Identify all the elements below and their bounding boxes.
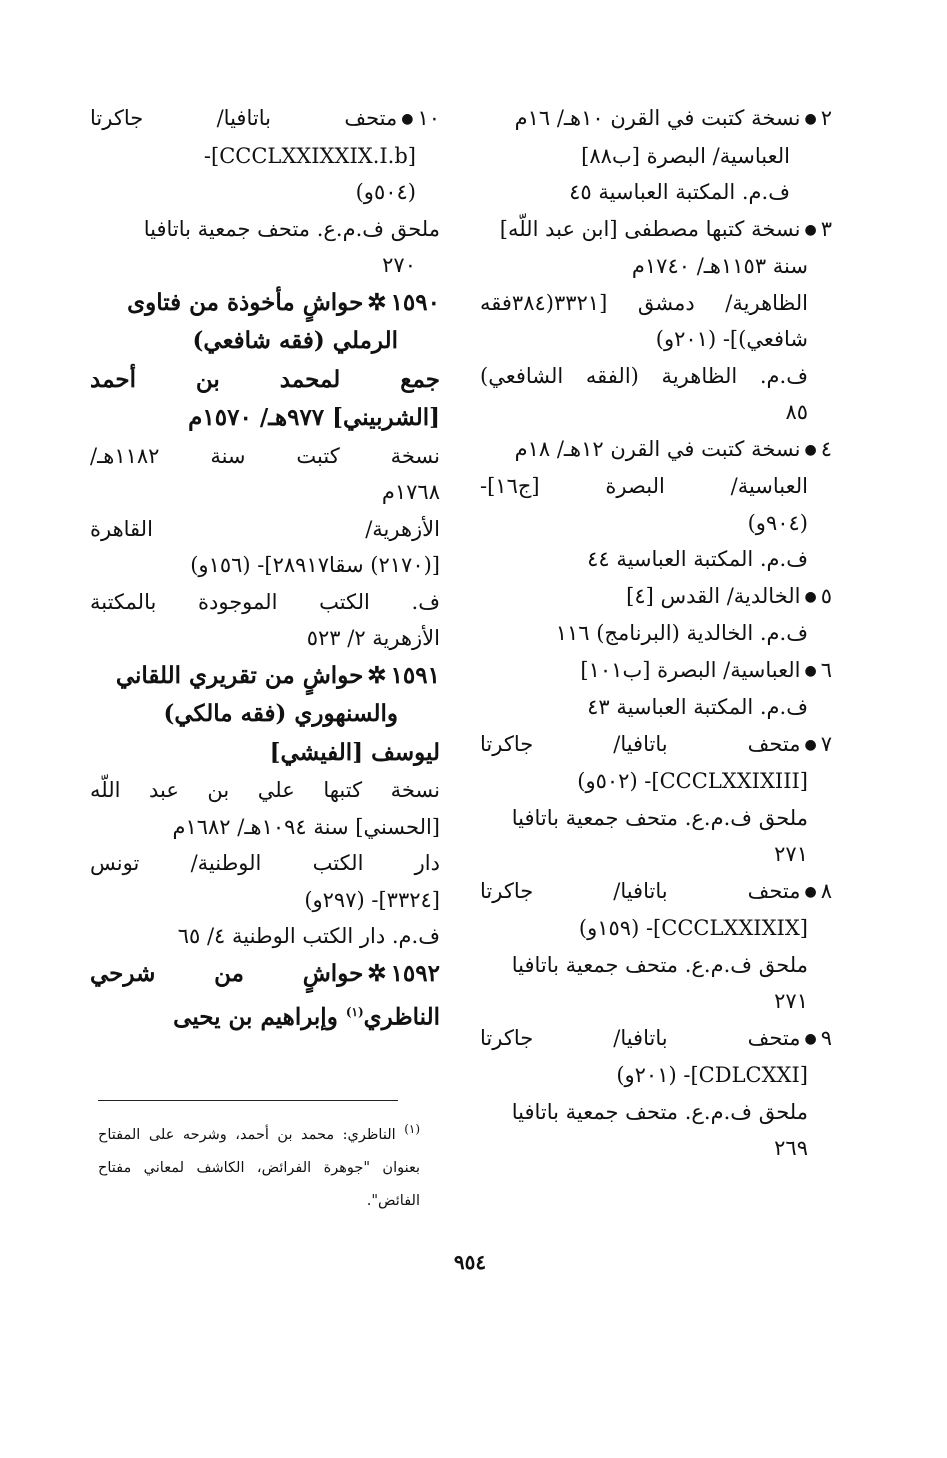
copy-entry [480, 431, 832, 578]
copy-line: متحف باتافيا/ جاكرتا [480, 878, 801, 903]
copy-entry [480, 652, 832, 726]
copy-line: نسخة كتبت سنة ١١٨٢هـ/ [90, 443, 440, 468]
copy-line: ٢٦٩ [774, 1136, 808, 1160]
bullet-icon: ● [804, 588, 817, 605]
copy-line: [CCCLXXIXIII]- (٥٠٢و) [577, 769, 808, 793]
copy-line: (٩٠٤و) [747, 510, 808, 535]
copy-line: [CCCLXXIXXIX.I.b]- [203, 143, 416, 168]
copy-number: ٥ [820, 583, 832, 608]
entry-title: الناظري [363, 1003, 440, 1031]
copy-line: [(٢١٧٠) سقا٢٨٩١٧]- (١٥٦و) [190, 553, 440, 577]
copy-line: دار الكتب الوطنية/ تونس [90, 851, 440, 875]
copy-line: متحف باتافيا/ جاكرتا [480, 731, 801, 756]
entry-1590 [90, 284, 440, 657]
copy-line: ١٧٦٨م [381, 480, 440, 504]
copy-entry [480, 578, 832, 652]
copy-line: ملحق ف.م.ع. متحف جمعية باتافيا [511, 805, 808, 830]
entry-heading [90, 284, 440, 323]
copy-line: الأزهرية ٢/ ٥٢٣ [306, 626, 440, 650]
copy-line: الأزهرية/ القاهرة [90, 516, 440, 541]
copy-line: ف.م. المكتبة العباسية ٤٥ [569, 180, 790, 204]
star-icon: ✲ [367, 959, 387, 987]
copy-line: [CCCLXXIXIX]- (١٥٩و) [578, 916, 808, 940]
entry-title: الرملي (فقه شافعي) [192, 327, 398, 354]
copy-line: نسخة كتبها مصطفى [ابن عبد اللّه] [499, 216, 801, 241]
copy-line: العباسية/ البصرة [ج١٦]- [480, 474, 808, 498]
copy-entry [90, 100, 440, 284]
copy-number: ١٠ [417, 106, 440, 130]
entry-author: ليوسف [الفيشي] [269, 738, 440, 766]
copy-line: ملحق ف.م.ع. متحف جمعية باتافيا [143, 216, 440, 241]
copy-number: ٦ [820, 657, 832, 682]
bullet-icon: ● [401, 111, 414, 127]
entry-author: جمع لمحمد بن أحمد [90, 365, 440, 393]
entry-title: حواشٍ مأخوذة من فتاوى [127, 288, 364, 316]
copy-line: العباسية/ البصرة [ب٨٨] [581, 143, 790, 168]
copy-line: (٥٠٤و) [355, 180, 416, 204]
entry-number: ١٥٩١ [390, 661, 440, 689]
bullet-icon: ● [804, 883, 817, 900]
copy-line: ٢٧١ [774, 842, 808, 866]
copy-line: ملحق ف.م.ع. متحف جمعية باتافيا [511, 952, 808, 977]
footnote [98, 1113, 420, 1218]
bullet-icon: ● [804, 111, 817, 127]
entry-number: ١٥٩٢ [390, 959, 440, 987]
copy-line: سنة ١١٥٣هـ/ ١٧٤٠م [631, 254, 808, 278]
copy-entry [480, 726, 832, 873]
entry-title: والسنهوري (فقه مالكي) [163, 700, 398, 727]
copy-line: متحف باتافيا/ جاكرتا [480, 1025, 801, 1050]
copy-number: ٧ [820, 731, 832, 756]
copy-line: ف.م. الظاهرية (الفقه الشافعي) [480, 363, 808, 388]
footnote-text: الناظري: محمد بن أحمد، وشرحه على المفتاح بعنوان "جوهرة الفرائض، الكاشف لمعاني مفتاح الفائض". [98, 1126, 420, 1209]
bullet-icon: ● [804, 662, 817, 679]
left-column [90, 100, 440, 1037]
copy-line: [الحسني] سنة ١٠٩٤هـ/ ١٦٨٢م [172, 814, 440, 839]
copy-line: ملحق ف.م.ع. متحف جمعية باتافيا [511, 1099, 808, 1124]
copy-entry [480, 1020, 832, 1167]
copy-entry [480, 211, 832, 431]
footnote-reference: (١) [345, 1005, 364, 1019]
bullet-icon: ● [804, 1030, 817, 1047]
copy-number: ٨ [820, 878, 832, 903]
copy-line: نسخة كتبها علي بن عبد اللّه [90, 778, 440, 802]
copy-line: ٨٥ [785, 400, 808, 424]
copy-line: ف.م. دار الكتب الوطنية ٤/ ٦٥ [177, 924, 440, 948]
footnote-mark: (١) [404, 1122, 421, 1136]
copy-entry [480, 100, 832, 211]
entry-title: حواشٍ من شرحي [90, 959, 364, 987]
copy-number: ٢ [820, 106, 832, 130]
copy-line: ف. الكتب الموجودة بالمكتبة [90, 589, 440, 614]
copy-line: ٢٧١ [774, 989, 808, 1013]
copy-line: نسخة كتبت في القرن ١٢هـ/ ١٨م [514, 436, 801, 461]
bullet-icon: ● [804, 736, 817, 753]
bullet-icon: ● [804, 221, 817, 238]
copy-line: ف.م. الخالدية (البرنامج) ١١٦ [555, 621, 808, 645]
copy-line: شافعي)]- (٢٠١و) [655, 327, 808, 351]
page-number: ٩٥٤ [453, 1250, 487, 1274]
entry-1591 [90, 657, 440, 955]
entry-number: ١٥٩٠ [390, 288, 440, 316]
entry-title: وإبراهيم بن يحيى [173, 1003, 346, 1031]
copy-line: الخالدية/ القدس [٤] [626, 583, 801, 608]
copy-number: ٤ [820, 436, 832, 461]
entry-1592 [90, 955, 440, 1038]
copy-line: ف.م. المكتبة العباسية ٤٣ [587, 695, 808, 719]
copy-line: ف.م. المكتبة العباسية ٤٤ [587, 547, 808, 571]
copy-line: نسخة كتبت في القرن ١٠هـ/ ١٦م [514, 106, 801, 130]
copy-number: ٩ [820, 1025, 832, 1050]
footnote-divider [98, 1100, 398, 1101]
copy-number: ٣ [820, 216, 832, 241]
right-column [480, 100, 832, 1167]
copy-line: متحف باتافيا/ جاكرتا [90, 106, 398, 130]
copy-line: العباسية/ البصرة [ب١٠١] [580, 657, 801, 682]
copy-line: ٢٧٠ [382, 253, 416, 277]
copy-line: [٣٣٢٤]- (٢٩٧و) [304, 887, 440, 912]
copy-line: الظاهرية/ دمشق [٣٣٢١(٣٨٤فقه [480, 290, 808, 315]
star-icon: ✲ [367, 661, 387, 689]
star-icon: ✲ [367, 288, 387, 316]
copy-line: [CDLCXXI]- (٢٠١و) [616, 1063, 808, 1087]
copy-entry [480, 873, 832, 1020]
entry-title: حواشٍ من تقريري اللقاني [115, 661, 364, 689]
entry-author: [الشربيني] ٩٧٧هـ/ ١٥٧٠م [188, 404, 440, 431]
bullet-icon: ● [804, 441, 817, 458]
